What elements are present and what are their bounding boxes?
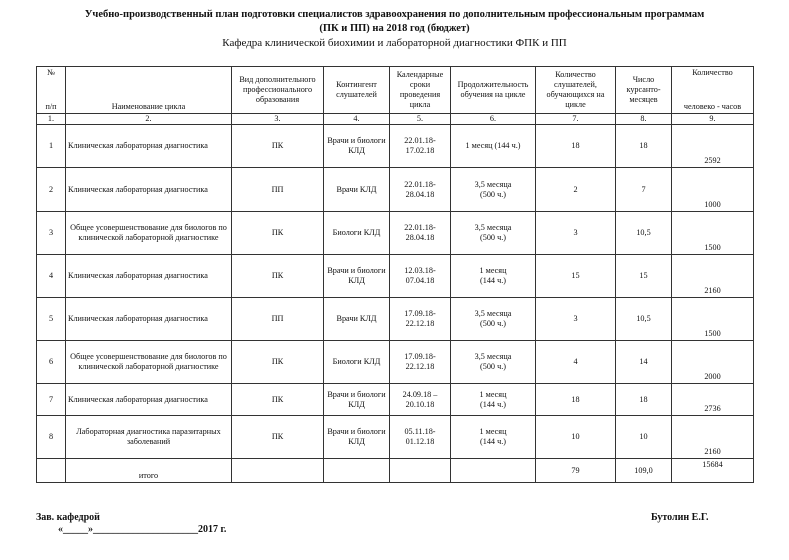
person-hours: 1000 — [672, 168, 754, 212]
table-row — [37, 125, 754, 168]
course-name: Общее усовершенствование для биологов по клинической лабораторной диагностике — [66, 341, 232, 384]
total-empty-cell — [232, 459, 324, 483]
course-duration — [451, 125, 536, 168]
col-type-header: Вид дополнительного профессионального образования — [232, 67, 324, 114]
col-number: 5. — [390, 114, 451, 125]
col-name-header: Наименование цикла — [66, 67, 232, 114]
table-row — [37, 255, 754, 298]
contingent: Врачи и биологи КЛД — [324, 384, 390, 416]
table-row — [37, 168, 754, 212]
contingent: Врачи КЛД — [324, 298, 390, 341]
col-number: 2. — [66, 114, 232, 125]
col-dates-header: Календарные сроки проведения цикла — [390, 67, 451, 114]
student-count: 18 — [536, 125, 616, 168]
education-type: ПК — [232, 341, 324, 384]
student-count: 10 — [536, 416, 616, 459]
col-number: 7. — [536, 114, 616, 125]
row-number: 3 — [37, 212, 66, 255]
duration-value: 1 месяц — [479, 389, 507, 399]
date-end: 28.04.18 — [405, 233, 435, 242]
course-months: 10,5 — [616, 298, 672, 341]
person-hours: 2592 — [672, 125, 754, 168]
table-row — [37, 298, 754, 341]
col-months-header: Число курсанто-месяцев — [616, 67, 672, 114]
date-start: 24.09.18 – — [402, 389, 438, 399]
date-end: 20.10.18 — [405, 399, 435, 409]
course-dates — [390, 125, 451, 168]
total-hours: 15684 — [672, 459, 754, 483]
course-dates — [390, 168, 451, 212]
total-label: итого — [66, 459, 232, 483]
plan-table — [36, 66, 754, 483]
document-header — [20, 8, 769, 50]
table-row — [37, 416, 754, 459]
course-dates — [390, 212, 451, 255]
course-duration — [451, 416, 536, 459]
duration-hours: (500 ч.) — [480, 189, 506, 199]
col-students-header: Количество слушателей, обучающихся на цикле — [536, 67, 616, 114]
education-type: ПК — [232, 255, 324, 298]
row-number: 2 — [37, 168, 66, 212]
col-number: 6. — [451, 114, 536, 125]
person-hours: 2736 — [672, 384, 754, 416]
col-num-header: № п/п — [37, 67, 66, 114]
course-name: Клиническая лабораторная диагностика — [66, 125, 232, 168]
course-name: Общее усовершенствование для биологов по клинической лабораторной диагностике — [66, 212, 232, 255]
head-of-department-label: Зав. кафедрой — [36, 512, 100, 523]
duration-value: 1 месяц (144 ч.) — [465, 141, 521, 150]
contingent: Врачи и биологи КЛД — [324, 255, 390, 298]
student-count: 18 — [536, 384, 616, 416]
course-months: 18 — [616, 125, 672, 168]
duration-value: 1 месяц — [479, 427, 507, 436]
education-type: ПК — [232, 416, 324, 459]
date-end: 28.04.18 — [405, 189, 435, 199]
duration-hours: (144 ч.) — [480, 276, 506, 285]
date-start: 05.11.18- — [404, 427, 436, 436]
row-number: 6 — [37, 341, 66, 384]
contingent: Врачи и биологи КЛД — [324, 125, 390, 168]
education-type: ПП — [232, 168, 324, 212]
course-duration — [451, 384, 536, 416]
course-months: 7 — [616, 168, 672, 212]
row-number: 1 — [37, 125, 66, 168]
course-duration — [451, 341, 536, 384]
table-header-row — [37, 67, 754, 114]
col-number: 9. — [672, 114, 754, 125]
duration-hours: (500 ч.) — [480, 233, 506, 242]
course-dates — [390, 341, 451, 384]
course-name: Лабораторная диагностика паразитарных заболеваний — [66, 416, 232, 459]
education-type: ПК — [232, 384, 324, 416]
department-name: Кафедра клинической биохимии и лабораторной диагностики ФПК и ПП — [222, 37, 567, 49]
person-hours: 2160 — [672, 255, 754, 298]
student-count: 4 — [536, 341, 616, 384]
table-row — [37, 384, 754, 416]
date-start: 22.01.18- — [404, 136, 436, 145]
total-row — [37, 459, 754, 483]
signer-name: Бутолин Е.Г. — [651, 512, 709, 523]
duration-value: 3,5 месяца — [474, 223, 512, 232]
table-row — [37, 212, 754, 255]
person-hours: 2160 — [672, 416, 754, 459]
column-number-row — [37, 114, 754, 125]
course-name: Клиническая лабораторная диагностика — [66, 298, 232, 341]
duration-value: 3,5 месяца — [474, 309, 512, 318]
row-number: 8 — [37, 416, 66, 459]
contingent: Врачи и биологи КЛД — [324, 416, 390, 459]
education-type: ПП — [232, 298, 324, 341]
date-start: 12.03.18- — [404, 266, 436, 275]
date-start: 17.09.18- — [404, 352, 436, 361]
course-name: Клиническая лабораторная диагностика — [66, 168, 232, 212]
course-dates — [390, 298, 451, 341]
date-end: 22.12.18 — [405, 362, 435, 371]
duration-hours: (500 ч.) — [480, 319, 506, 328]
duration-value: 3,5 месяца — [474, 352, 512, 361]
course-duration — [451, 168, 536, 212]
col-number: 4. — [324, 114, 390, 125]
course-duration — [451, 298, 536, 341]
row-number: 7 — [37, 384, 66, 416]
course-dates — [390, 255, 451, 298]
col-contingent-header: Контингент слушателей — [324, 67, 390, 114]
date-start: 17.09.18- — [404, 309, 436, 318]
contingent: Врачи КЛД — [324, 168, 390, 212]
duration-hours: (144 ч.) — [480, 399, 506, 409]
duration-hours: (500 ч.) — [480, 362, 506, 371]
col-number: 8. — [616, 114, 672, 125]
education-type: ПК — [232, 212, 324, 255]
document-title-year: (ПК и ПП) на 2018 год (бюджет) — [319, 23, 470, 34]
col-number: 3. — [232, 114, 324, 125]
duration-hours: (144 ч.) — [480, 437, 506, 446]
total-empty-cell — [390, 459, 451, 483]
course-months: 14 — [616, 341, 672, 384]
date-end: 17.02.18 — [405, 146, 435, 155]
date-end: 07.04.18 — [405, 276, 435, 285]
student-count: 3 — [536, 298, 616, 341]
course-duration — [451, 212, 536, 255]
person-hours: 2000 — [672, 341, 754, 384]
course-name: Клиническая лабораторная диагностика — [66, 384, 232, 416]
course-dates — [390, 384, 451, 416]
date-end: 01.12.18 — [405, 437, 435, 446]
total-months: 109,0 — [616, 459, 672, 483]
course-months: 10 — [616, 416, 672, 459]
course-name: Клиническая лабораторная диагностика — [66, 255, 232, 298]
student-count: 15 — [536, 255, 616, 298]
total-empty-cell — [451, 459, 536, 483]
duration-value: 1 месяц — [479, 266, 507, 275]
person-hours: 1500 — [672, 212, 754, 255]
course-months: 18 — [616, 384, 672, 416]
student-count: 3 — [536, 212, 616, 255]
total-students: 79 — [536, 459, 616, 483]
course-dates — [390, 416, 451, 459]
contingent: Биологи КЛД — [324, 212, 390, 255]
duration-value: 3,5 месяца — [474, 179, 512, 189]
date-end: 22.12.18 — [405, 319, 435, 328]
col-hours-header: Количество человеко - часов — [672, 67, 754, 114]
education-type: ПК — [232, 125, 324, 168]
row-number: 5 — [37, 298, 66, 341]
total-empty-cell — [324, 459, 390, 483]
col-number: 1. — [37, 114, 66, 125]
contingent: Биологи КЛД — [324, 341, 390, 384]
date-start: 22.01.18- — [404, 223, 436, 232]
table-row — [37, 341, 754, 384]
signature-date-line: «_____»_____________________2017 г. — [58, 524, 227, 535]
date-start: 22.01.18- — [404, 179, 436, 189]
student-count: 2 — [536, 168, 616, 212]
course-months: 10,5 — [616, 212, 672, 255]
total-num-cell — [37, 459, 66, 483]
col-duration-header: Продолжительность обучения на цикле — [451, 67, 536, 114]
course-months: 15 — [616, 255, 672, 298]
person-hours: 1500 — [672, 298, 754, 341]
row-number: 4 — [37, 255, 66, 298]
course-duration — [451, 255, 536, 298]
document-title: Учебно-производственный план подготовки специалистов здравоохранения по дополнительным профессиональным программам — [84, 9, 705, 20]
